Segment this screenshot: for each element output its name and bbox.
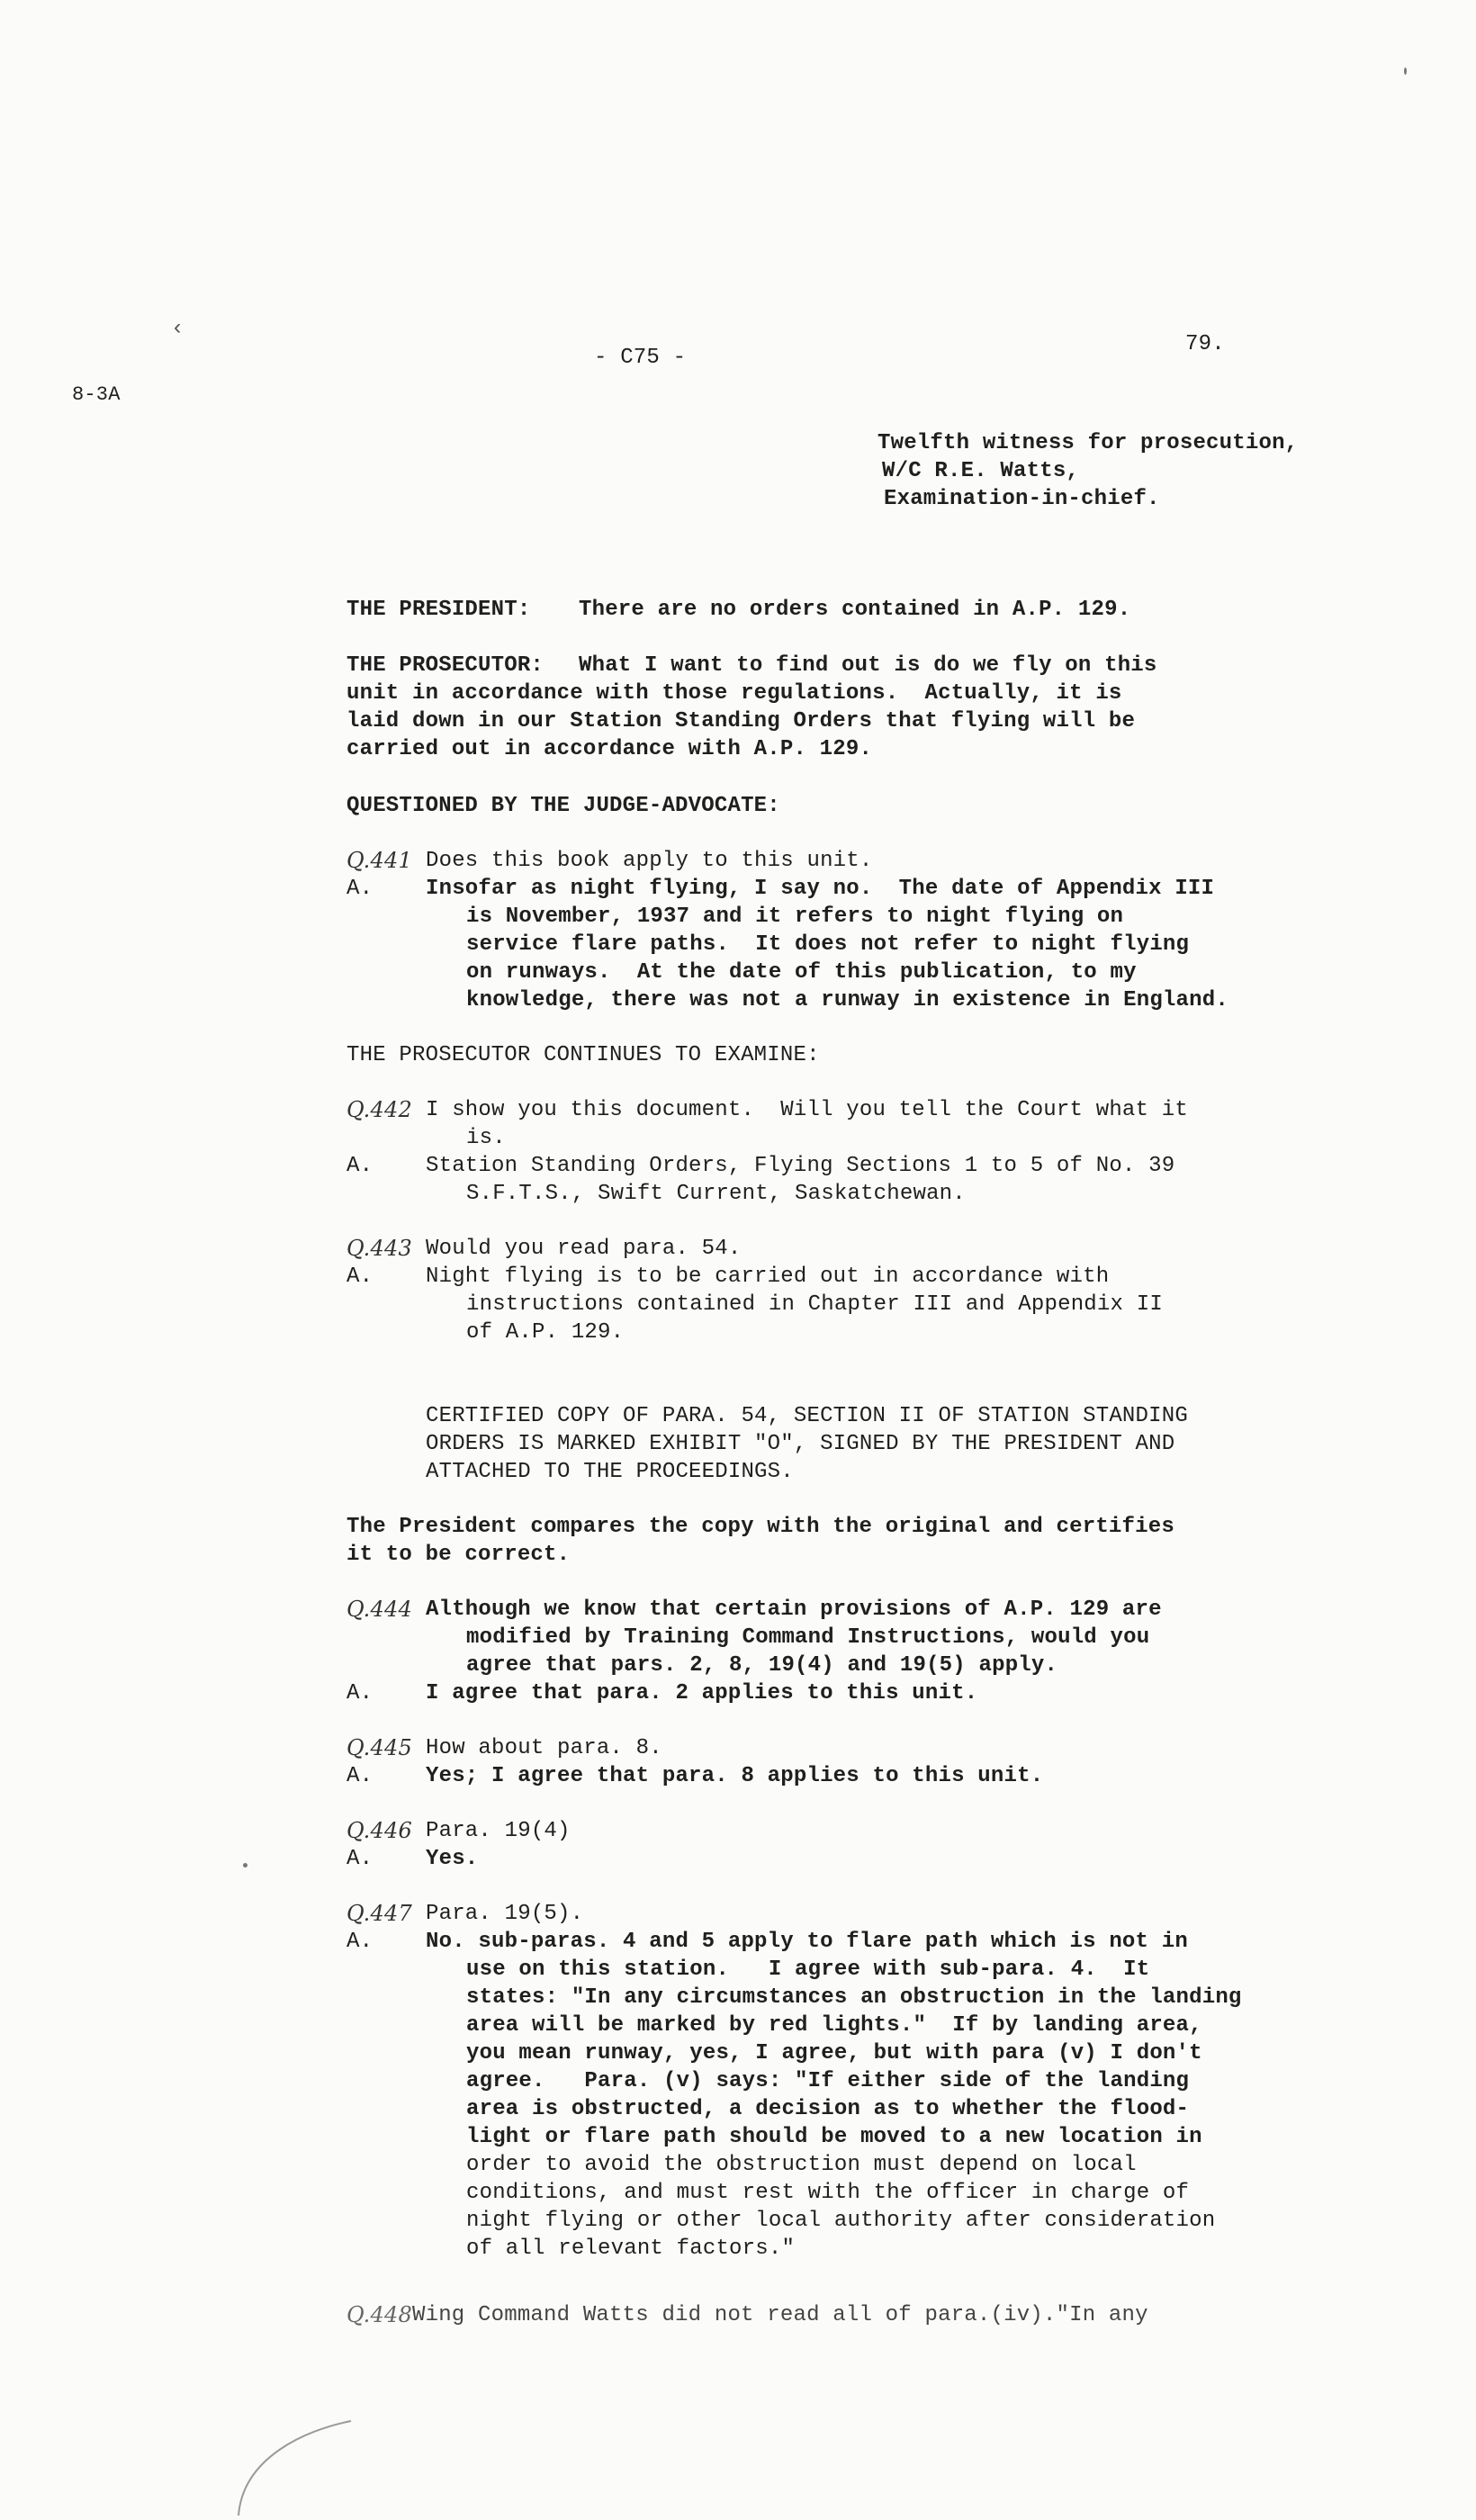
scan-curve: [225, 2412, 369, 2520]
answer-line: agree. Para. (v) says: "If either side of the landing: [466, 2069, 1190, 2093]
question-number: Q.445: [346, 1735, 412, 1760]
question-text: Does this book apply to this unit.: [426, 849, 873, 873]
answer-line: No. sub-paras. 4 and 5 apply to flare path which is not in: [426, 1930, 1188, 1954]
answer-line: Insofar as night flying, I say no. The date of Appendix III: [426, 877, 1215, 901]
question-text: Would you read para. 54.: [426, 1237, 742, 1261]
answer-line: use on this station. I agree with sub-para. 4. It: [466, 1958, 1150, 1982]
answer-line: S.F.T.S., Swift Current, Saskatchewan.: [466, 1182, 966, 1206]
question-number: Q.441: [346, 848, 412, 873]
question-text: is.: [466, 1126, 506, 1150]
answer-line: is November, 1937 and it refers to night flying on: [466, 904, 1124, 929]
question-number: Q.442: [346, 1097, 412, 1122]
file-reference: 8-3A: [72, 383, 121, 406]
question-text: I show you this document. Will you tell the Court what it: [426, 1098, 1188, 1122]
president-compares-line: The President compares the copy with the original and certifies: [346, 1515, 1174, 1539]
answer-label: A.: [346, 1154, 374, 1178]
answer-line: Night flying is to be carried out in accordance with: [426, 1264, 1110, 1289]
certified-copy-line: CERTIFIED COPY OF PARA. 54, SECTION II OF STATION STANDING: [426, 1404, 1188, 1428]
question-number: Q.443: [346, 1236, 412, 1261]
question-number: Q.447: [346, 1901, 412, 1926]
answer-line: knowledge, there was not a runway in existence in England.: [466, 988, 1228, 1012]
answer-line: area is obstructed, a decision as to whether the flood-: [466, 2097, 1190, 2121]
answer-line: night flying or other local authority after consideration: [466, 2209, 1216, 2233]
answer-line: area will be marked by red lights." If by landing area,: [466, 2013, 1202, 2038]
question-text: Although we know that certain provisions of A.P. 129 are: [426, 1598, 1162, 1622]
witness-line-1: Twelfth witness for prosecution,: [878, 431, 1299, 455]
witness-line-2: W/C R.E. Watts,: [882, 459, 1080, 483]
answer-line: service flare paths. It does not refer to night flying: [466, 932, 1190, 957]
prosecutor-line: What I want to find out is do we fly on this: [579, 653, 1157, 678]
page-number: 79.: [1185, 332, 1225, 356]
certified-copy-line: ATTACHED TO THE PROCEEDINGS.: [426, 1460, 794, 1484]
certified-copy-line: ORDERS IS MARKED EXHIBIT "O", SIGNED BY THE PRESIDENT AND: [426, 1432, 1175, 1456]
president-label: THE PRESIDENT:: [346, 598, 531, 622]
answer-line: Yes; I agree that para. 8 applies to this unit.: [426, 1764, 1044, 1788]
answer-line: of all relevant factors.": [466, 2236, 796, 2261]
question-text: Para. 19(5).: [426, 1902, 584, 1926]
question-number: Q.446: [346, 1818, 412, 1843]
answer-label: A.: [346, 1930, 374, 1954]
prosecutor-label: THE PROSECUTOR:: [346, 653, 544, 678]
answer-line: states: "In any circumstances an obstruction in the landing: [466, 1985, 1242, 2010]
judge-advocate-heading: QUESTIONED BY THE JUDGE-ADVOCATE:: [346, 794, 780, 818]
question-text: modified by Training Command Instructions, would you: [466, 1625, 1150, 1650]
answer-line: Yes.: [426, 1847, 479, 1871]
question-number: Q.444: [346, 1597, 412, 1622]
question-text: Para. 19(4): [426, 1819, 571, 1843]
answer-line: order to avoid the obstruction must depend on local: [466, 2153, 1137, 2177]
answer-label: A.: [346, 877, 374, 901]
prosecutor-line: unit in accordance with those regulations. Actually, it is: [346, 681, 1122, 706]
answer-line: light or flare path should be moved to a new location in: [466, 2125, 1202, 2149]
answer-label: A.: [346, 1681, 374, 1706]
answer-line: Station Standing Orders, Flying Sections 1 to 5 of No. 39: [426, 1154, 1175, 1178]
answer-line: conditions, and must rest with the officer in charge of: [466, 2181, 1190, 2205]
answer-label: A.: [346, 1847, 374, 1871]
president-statement: There are no orders contained in A.P. 129.: [579, 598, 1131, 622]
answer-line: of A.P. 129.: [466, 1320, 625, 1345]
prosecutor-line: carried out in accordance with A.P. 129.: [346, 737, 873, 761]
witness-line-3: Examination-in-chief.: [884, 487, 1160, 511]
question-text: agree that pars. 2, 8, 19(4) and 19(5) apply.: [466, 1653, 1058, 1678]
answer-line: you mean runway, yes, I agree, but with para (v) I don't: [466, 2041, 1202, 2066]
question-text: How about para. 8.: [426, 1736, 662, 1760]
page-code: - C75 -: [594, 346, 687, 370]
answer-line: instructions contained in Chapter III and Appendix II: [466, 1292, 1163, 1317]
scan-speck: [1404, 68, 1407, 75]
answer-line: on runways. At the date of this publication, to my: [466, 960, 1137, 985]
answer-label: A.: [346, 1764, 374, 1788]
answer-line: I agree that para. 2 applies to this unit.: [426, 1681, 978, 1706]
prosecutor-line: laid down in our Station Standing Orders that flying will be: [346, 709, 1136, 734]
president-compares-line: it to be correct.: [346, 1543, 571, 1567]
question-number: Q.448: [346, 2302, 412, 2327]
prosecutor-continues-heading: THE PROSECUTOR CONTINUES TO EXAMINE:: [346, 1043, 820, 1067]
answer-label: A.: [346, 1264, 374, 1289]
question-text: Wing Command Watts did not read all of para.(iv)."In any: [412, 2303, 1148, 2327]
scan-mark: ‹: [171, 317, 184, 341]
scan-speck: [243, 1863, 248, 1868]
